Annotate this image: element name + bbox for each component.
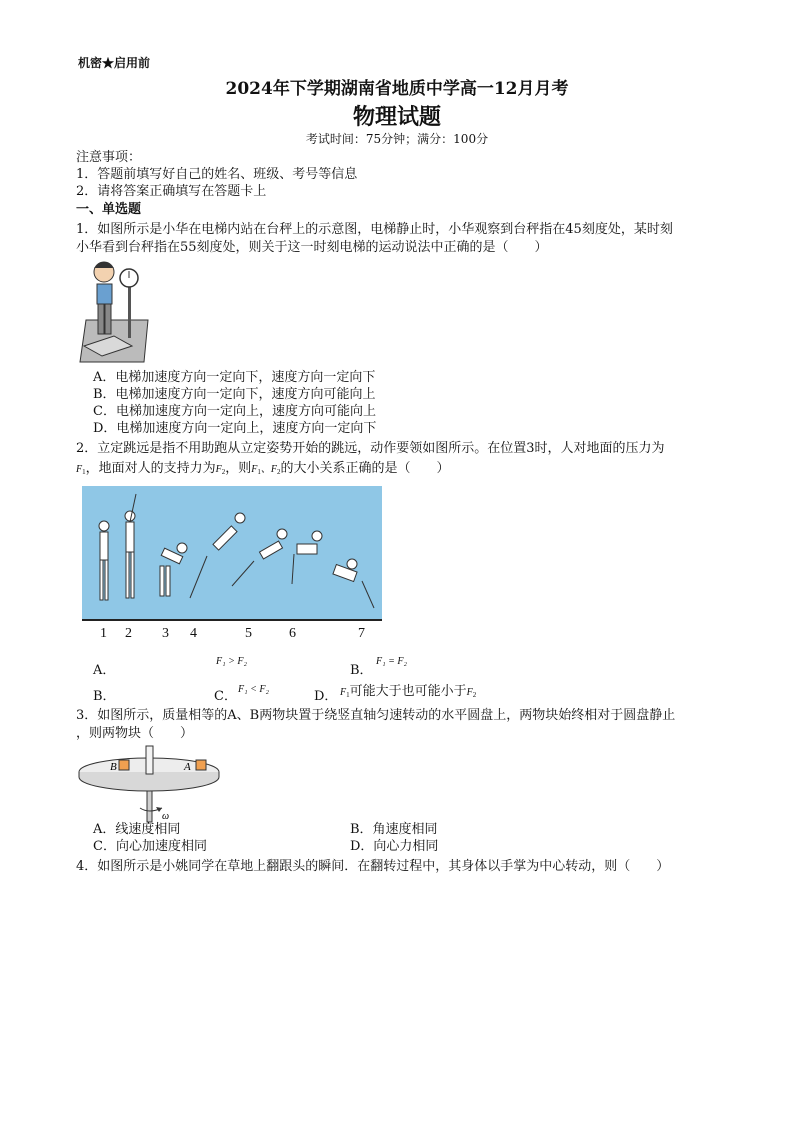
- jump-label-5: 5: [245, 626, 252, 641]
- block-a-label: A: [184, 761, 191, 773]
- q3-option-a: A．线速度相同: [93, 822, 181, 837]
- subject-title: 物理试题: [352, 104, 441, 130]
- q2-jump-figure: [82, 486, 382, 642]
- q3-option-d: D．向心力相同: [350, 839, 439, 854]
- q3-option-c: C．向心加速度相同: [93, 839, 207, 854]
- q1-option-b: B．电梯加速度方向一定向下，速度方向可能向上: [93, 387, 376, 402]
- secret-label: 机密★启用前: [78, 56, 151, 70]
- jump-label-3: 3: [162, 626, 169, 641]
- q4-stem-line: 4．如图所示是小姚同学在草地上翻跟头的瞬间．在翻转过程中，其身体以手掌为中心转动，则（ ）: [76, 859, 670, 874]
- q2-option-a-formula: F₁ > F₂: [216, 656, 247, 667]
- notes-heading: 注意事项：: [76, 150, 142, 165]
- jump-label-1: 1: [100, 626, 107, 641]
- q2-stem-line2: $F_1$，地面对人的支持力为$F_2$，则$F_1$、$F_2$的大小关系正确的是（ ）: [76, 461, 450, 476]
- exam-title: 2024年下学期湖南省地质中学高一12月月考: [225, 79, 569, 99]
- q1-option-d: D．电梯加速度方向一定向上，速度方向一定向下: [93, 421, 377, 436]
- jump-label-6: 6: [289, 626, 296, 641]
- q1-option-c: C．电梯加速度方向一定向上，速度方向可能向上: [93, 404, 376, 419]
- q1-stem-line: 小华看到台秤指在55刻度处，则关于这一时刻电梯的运动说法中正确的是（ ）: [76, 240, 548, 255]
- q3-option-b: B．角速度相同: [350, 822, 438, 837]
- exam-info: 考试时间：75分钟；满分：100分: [305, 132, 489, 146]
- jump-label-7: 7: [358, 626, 365, 641]
- q2-option-c-label: C．: [214, 689, 237, 704]
- q2-option-b-label: B．: [93, 689, 116, 704]
- q1-scale-figure: [76, 258, 156, 366]
- q2-option-d: $F_1$可能大于也可能小于$F_2$: [340, 684, 477, 699]
- q3-stem-line: 3．如图所示，质量相等的A、B两物块置于绕竖直轴匀速转动的水平圆盘上，两物块始终相对于圆盘静止: [76, 708, 676, 723]
- q1-option-a: A．电梯加速度方向一定向下，速度方向一定向下: [93, 370, 376, 385]
- q2-option-a-label: A．: [93, 663, 116, 678]
- notes-item: 2．请将答案正确填写在答题卡上: [76, 184, 267, 199]
- q2-option-d-label: D．: [314, 689, 338, 704]
- q2-option-b-formula: F₁ = F₂: [376, 656, 407, 667]
- jump-label-4: 4: [190, 626, 197, 641]
- q3-stem-line: ，则两物块（ ）: [76, 726, 194, 741]
- q2-option-c-formula: F₁ < F₂: [238, 684, 269, 695]
- omega-label: ω: [162, 811, 170, 822]
- jump-label-2: 2: [125, 626, 132, 641]
- q3-disc-figure: [74, 728, 224, 824]
- section-title: 一、单选题: [76, 202, 142, 217]
- block-b-label: B: [110, 761, 117, 773]
- notes-item: 1．答题前填写好自己的姓名、班级、考号等信息: [76, 167, 358, 182]
- q1-stem-line: 1．如图所示是小华在电梯内站在台秤上的示意图，电梯静止时，小华观察到台秤指在45刻度处，某时刻: [76, 222, 673, 237]
- q2-option-b-label-row1: B．: [350, 663, 373, 678]
- q2-stem-line: 2．立定跳远是指不用助跑从立定姿势开始的跳远，动作要领如图所示。在位置3时，人对地面的压力为: [76, 441, 665, 456]
